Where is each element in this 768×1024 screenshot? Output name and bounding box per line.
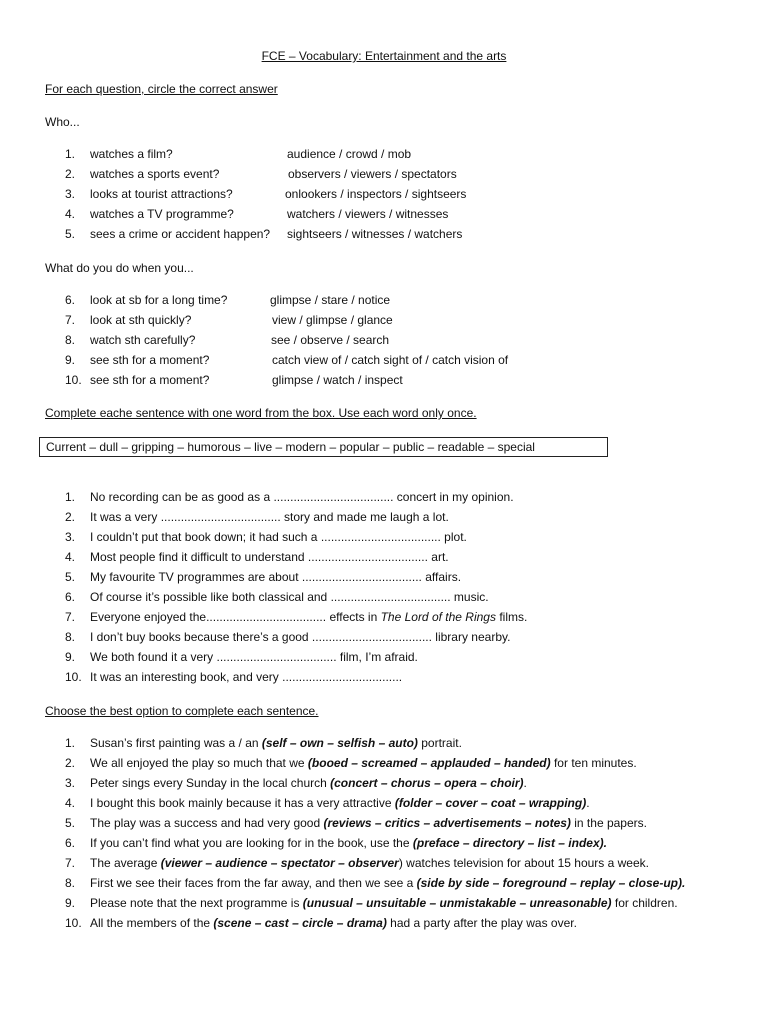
- item-number: 6.: [65, 293, 76, 307]
- answer-options: see / observe / search: [271, 333, 390, 347]
- sentence-text: Of course it’s possible like both classical and .................................... music.: [90, 590, 489, 604]
- sentence-part: films.: [495, 610, 528, 624]
- item-number: 7.: [65, 313, 76, 327]
- book-title: The Lord of the Rings: [380, 610, 496, 624]
- item-number: 9.: [65, 896, 76, 910]
- sentence-text: [90, 753, 637, 773]
- list-item: [45, 204, 745, 224]
- list-item: [45, 164, 745, 184]
- list-item: [45, 753, 745, 773]
- list-item: [45, 793, 745, 813]
- answer-options: (booed – screamed – applauded – handed): [307, 756, 551, 770]
- list-item: [45, 527, 745, 547]
- item-number: 10.: [65, 373, 82, 387]
- item-number: 4.: [65, 207, 76, 221]
- list-item: [45, 833, 745, 853]
- sentence-part: I bought this book mainly because it has a very attractive: [90, 796, 395, 810]
- list-item: [45, 330, 745, 350]
- question-text: watches a film?: [90, 147, 173, 161]
- sentence-text: No recording can be as good as a .................................... concert in my opinion.: [90, 490, 514, 504]
- answer-options: (scene – cast – circle – drama): [213, 916, 387, 930]
- item-number: 4.: [65, 796, 76, 810]
- answer-options: (concert – chorus – opera – choir): [330, 776, 524, 790]
- word-box: Current – dull – gripping – humorous – live – modern – popular – public – readable – special: [39, 437, 608, 457]
- list-item: [45, 144, 745, 164]
- sentence-part: portrait.: [417, 736, 462, 750]
- sentence-text: [90, 773, 527, 793]
- list-item: [45, 607, 745, 627]
- item-number: 2.: [65, 510, 76, 524]
- sentence-part: First we see their faces from the far away, and then we see a: [90, 876, 417, 890]
- item-number: 1.: [65, 147, 76, 161]
- sentence-text: I don’t buy books because there’s a good .................................... library nearby.: [90, 630, 511, 644]
- gap-fill-list: [45, 487, 745, 687]
- sentence-part: .: [586, 796, 590, 810]
- list-item: [45, 627, 745, 647]
- answer-options: audience / crowd / mob: [287, 147, 412, 161]
- item-number: 10.: [65, 670, 82, 684]
- item-number: 9.: [65, 353, 76, 367]
- item-number: 10.: [65, 916, 82, 930]
- item-number: 8.: [65, 333, 76, 347]
- list-item: [45, 873, 745, 893]
- what-question-list: [45, 290, 745, 390]
- sentence-part: Everyone enjoyed the.................................... effects in: [90, 610, 381, 624]
- sentence-part: in the papers.: [570, 816, 647, 830]
- answer-options: (reviews – critics – advertisements – notes): [323, 816, 571, 830]
- item-number: 9.: [65, 650, 76, 664]
- sentence-text: Most people find it difficult to understand .................................... art.: [90, 550, 449, 564]
- sentence-text: My favourite TV programmes are about .................................... affairs.: [90, 570, 462, 584]
- sentence-part: All the members of the: [90, 916, 214, 930]
- answer-options: catch view of / catch sight of / catch vision of: [272, 353, 509, 367]
- sentence-part: ) watches television for about 15 hours a week.: [398, 856, 649, 870]
- who-question-list: [45, 144, 745, 244]
- what-label: What do you do when you...: [45, 261, 194, 275]
- list-item: [45, 587, 745, 607]
- question-text: look at sb for a long time?: [90, 293, 228, 307]
- sentence-text: [90, 893, 678, 913]
- section2-instruction: Complete eache sentence with one word from the box. Use each word only once.: [45, 406, 477, 420]
- sentence-part: We all enjoyed the play so much that we: [90, 756, 308, 770]
- item-number: 2.: [65, 167, 76, 181]
- item-number: 8.: [65, 630, 76, 644]
- item-number: 6.: [65, 590, 76, 604]
- item-number: 3.: [65, 530, 76, 544]
- item-number: 5.: [65, 816, 76, 830]
- sentence-text: [90, 913, 577, 933]
- sentence-part: had a party after the play was over.: [386, 916, 577, 930]
- section3-instruction: Choose the best option to complete each sentence.: [45, 704, 319, 718]
- list-item: [45, 893, 745, 913]
- list-item: [45, 567, 745, 587]
- item-number: 2.: [65, 756, 76, 770]
- sentence-text: [90, 813, 647, 833]
- answer-options: sightseers / witnesses / watchers: [287, 227, 463, 241]
- who-label: Who...: [45, 115, 80, 129]
- answer-options: (unusual – unsuitable – unmistakable – unreasonable): [302, 896, 612, 910]
- sentence-part: Please note that the next programme is: [90, 896, 303, 910]
- list-item: [45, 370, 745, 390]
- page-title: FCE – Vocabulary: Entertainment and the arts: [261, 49, 507, 63]
- item-number: 3.: [65, 776, 76, 790]
- list-item: [45, 290, 745, 310]
- sentence-text: [90, 873, 685, 893]
- answer-options: (viewer – audience – spectator – observer: [160, 856, 399, 870]
- sentence-text: [90, 733, 462, 753]
- sentence-part: .: [523, 776, 527, 790]
- answer-options: (self – own – selfish – auto): [261, 736, 418, 750]
- sentence-part: for children.: [611, 896, 678, 910]
- list-item: [45, 853, 745, 873]
- list-item: [45, 913, 745, 933]
- list-item: [45, 184, 745, 204]
- item-number: 8.: [65, 876, 76, 890]
- answer-options: (folder – cover – coat – wrapping): [394, 796, 587, 810]
- list-item: [45, 547, 745, 567]
- section1-instruction: For each question, circle the correct answer: [45, 82, 278, 96]
- sentence-part: for ten minutes.: [550, 756, 637, 770]
- question-text: watch sth carefully?: [90, 333, 196, 347]
- question-text: see sth for a moment?: [90, 373, 210, 387]
- item-number: 5.: [65, 570, 76, 584]
- item-number: 1.: [65, 490, 76, 504]
- sentence-text: I couldn’t put that book down; it had such a .................................... plot.: [90, 530, 467, 544]
- item-number: 7.: [65, 610, 76, 624]
- sentence-text: [90, 793, 590, 813]
- answer-options: (preface – directory – list – index).: [412, 836, 607, 850]
- answer-options: observers / viewers / spectators: [288, 167, 457, 181]
- list-item: [45, 507, 745, 527]
- sentence-part: Susan’s first painting was a / an: [90, 736, 262, 750]
- sentence-text: [90, 853, 649, 873]
- sentence-text: [90, 833, 607, 853]
- list-item: [45, 310, 745, 330]
- question-text: look at sth quickly?: [90, 313, 192, 327]
- item-number: 4.: [65, 550, 76, 564]
- list-item: [45, 350, 745, 370]
- list-item: [45, 733, 745, 753]
- answer-options: onlookers / inspectors / sightseers: [285, 187, 467, 201]
- list-item: [45, 487, 745, 507]
- list-item: [45, 647, 745, 667]
- list-item: [45, 773, 745, 793]
- question-text: watches a TV programme?: [90, 207, 234, 221]
- sentence-text: It was a very .................................... story and made me laugh a lot.: [90, 510, 449, 524]
- question-text: watches a sports event?: [90, 167, 220, 181]
- list-item: [45, 224, 745, 244]
- answer-options: watchers / viewers / witnesses: [287, 207, 449, 221]
- sentence-part: The average: [90, 856, 161, 870]
- item-number: 3.: [65, 187, 76, 201]
- answer-options: glimpse / watch / inspect: [272, 373, 403, 387]
- list-item: [45, 813, 745, 833]
- answer-options: (side by side – foreground – replay – close-up).: [416, 876, 686, 890]
- item-number: 1.: [65, 736, 76, 750]
- sentence-text: We both found it a very .................................... film, I’m afraid.: [90, 650, 418, 664]
- multiple-choice-list: [45, 733, 745, 933]
- item-number: 5.: [65, 227, 76, 241]
- sentence-part: Peter sings every Sunday in the local church: [90, 776, 331, 790]
- question-text: looks at tourist attractions?: [90, 187, 233, 201]
- question-text: sees a crime or accident happen?: [90, 227, 271, 241]
- sentence-text: [90, 607, 527, 627]
- item-number: 7.: [65, 856, 76, 870]
- answer-options: glimpse / stare / notice: [270, 293, 391, 307]
- item-number: 6.: [65, 836, 76, 850]
- question-text: see sth for a moment?: [90, 353, 210, 367]
- sentence-text: It was an interesting book, and very ....................................: [90, 670, 403, 684]
- list-item: [45, 667, 745, 687]
- sentence-part: The play was a success and had very good: [90, 816, 324, 830]
- sentence-part: If you can’t find what you are looking for in the book, use the: [90, 836, 413, 850]
- answer-options: view / glimpse / glance: [272, 313, 393, 327]
